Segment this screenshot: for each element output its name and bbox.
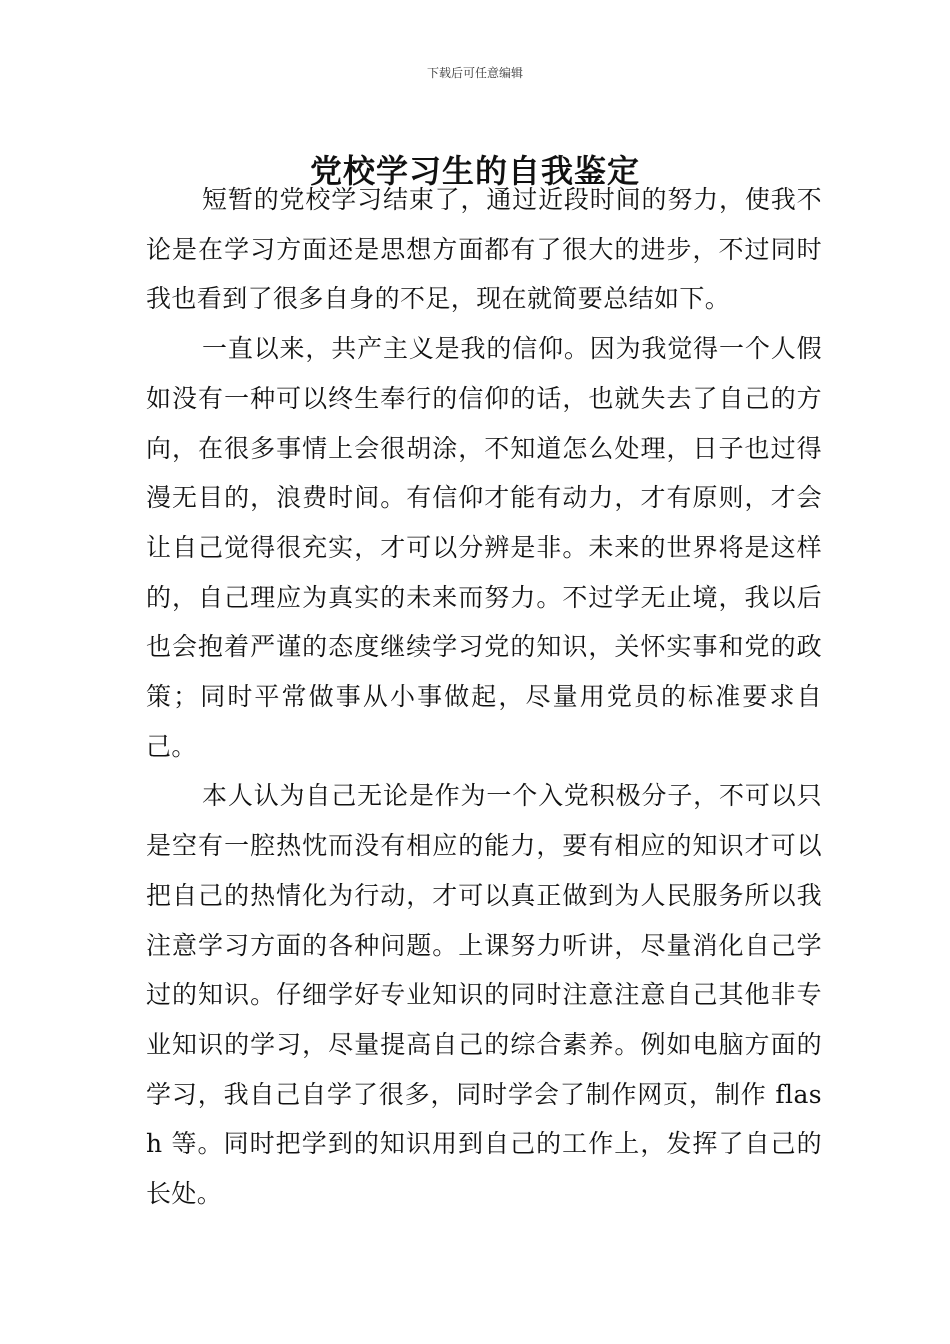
document-body xyxy=(146,175,822,1219)
paragraph-1: 短暂的党校学习结束了，通过近段时间的努力，使我不论是在学习方面还是思想方面都有了很大的进步，不过同时我也看到了很多自身的不足，现在就简要总结如下。 xyxy=(146,185,822,314)
paragraph-2: 一直以来，共产主义是我的信仰。因为我觉得一个人假如没有一种可以终生奉行的信仰的话，也就失去了自己的方向，在很多事情上会很胡涂，不知道怎么处理，日子也过得漫无目的，浪费时间。有信仰才能有动力，才有原则，才会让自己觉得很充实，才可以分辨是非。未来的世界将是这样的，自己理应为真实的未来而努力。不过学无止境，我以后也会抱着严谨的态度继续学习党的知识，关怀实事和党的政策；同时平常做事从小事做起，尽量用党员的标准要求自己。 xyxy=(146,334,822,761)
document-title: 党校学习生的自我鉴定 xyxy=(309,152,640,191)
page-header: 下载后可任意编辑 xyxy=(426,66,523,80)
paragraph-3: 本人认为自己无论是作为一个入党积极分子，不可以只是空有一腔热忱而没有相应的能力，要有相应的知识才可以把自己的热情化为行动，才可以真正做到为人民服务所以我注意学习方面的各种问题。上课努力听讲，尽量消化自己学过的知识。仔细学好专业知识的同时注意注意自己其他非专业知识的学习，尽量提高自己的综合素养。例如电脑方面的学习，我自己自学了很多，同时学会了制作网页，制作 flash 等。同时把学到的知识用到自己的工作上，发挥了自己的长处。 xyxy=(146,781,822,1209)
